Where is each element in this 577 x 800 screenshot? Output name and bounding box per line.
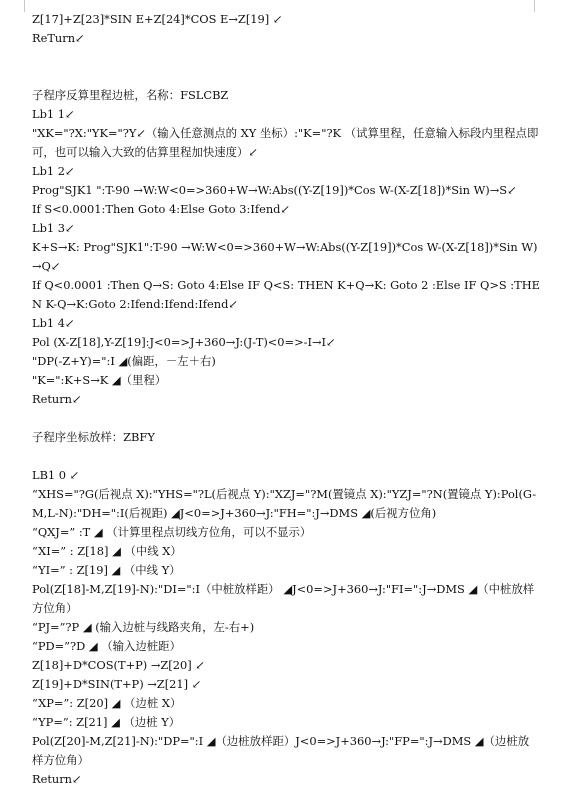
text-line: "DP(-Z+Y)=":I ◢(偏距，－左＋右): [32, 354, 216, 368]
text-line: Z[18]+D*COS(T+P) →Z[20] ↙: [32, 658, 205, 672]
document-body: [32, 10, 540, 789]
text-line: Prog"SJK1 ":T-90 →W:W<0=>360+W→W:Abs((Y-Z[19])*Cos W-(X-Z[18])*Sin W)→S↙: [32, 183, 517, 197]
text-line: Pol(Z[20]-M,Z[21]-N):"DP=":I ◢（边桩放样距）J<0=>J+360→J:"FP=":J→DMS ◢（边桩放样方位角）: [32, 734, 530, 767]
text-line: ReTurn↙: [32, 31, 85, 45]
text-line: Lb1 1↙: [32, 107, 75, 121]
text-line: K+S→K: Prog"SJK1":T-90 →W:W<0=>360+W→W:Abs((Y-Z[19])*Cos W-(X-Z[18])*Sin W)→Q↙: [32, 240, 538, 273]
text-line: “PD=”?D ◢ （输入边桩距）: [32, 639, 181, 653]
text-line: Return↙: [32, 772, 82, 786]
section-heading: 子程序坐标放样：ZBFY: [32, 430, 155, 444]
text-line: Lb1 2↙: [32, 164, 75, 178]
blank-line: [32, 447, 540, 466]
text-line: “QXJ=” :T ◢ （计算里程点切线方位角，可以不显示）: [32, 525, 312, 539]
text-line: If Q<0.0001 :Then Q→S: Goto 4:Else IF Q<S: THEN K+Q→K: Goto 2 :Else IF Q>S :THEN K-Q→K:Goto 2:Ifend:Ifend:Ifend↙: [32, 278, 540, 311]
text-line: If S<0.0001:Then Goto 4:Else Goto 3:Ifend↙: [32, 202, 290, 216]
text-line: Lb1 4↙: [32, 316, 75, 330]
text-line: “XHS="?G(后视点 X):"YHS="?L(后视点 Y):"XZJ="?M(置镜点 X):"YZJ="?N(置镜点 Y):Pol(G-M,L-N):"DH=":I(后视距) ◢J<0=>J+360→J:"FH=":J→DMS ◢(后视方位角): [32, 487, 537, 520]
text-line: “YI=” : Z[19] ◢ （中线 Y）: [32, 563, 181, 577]
text-line: Z[19]+D*SIN(T+P) →Z[21] ↙: [32, 677, 202, 691]
text-line: Pol(Z[18]-M,Z[19]-N):"DI=":I（中桩放样距） ◢J<0=>J+360→J:"FI=":J→DMS ◢（中桩放样方位角）: [32, 582, 535, 615]
text-line: Z[17]+Z[23]*SIN E+Z[24]*COS E→Z[19] ↙: [32, 12, 283, 26]
text-line: "XK="?X:"YK="?Y↙（输入任意测点的 XY 坐标）:"K="?K （试算里程，任意输入标段内里程点即可，也可以输入大致的估算里程加快速度）↙: [32, 126, 539, 159]
text-line: Return↙: [32, 392, 82, 406]
text-line: Pol (X-Z[18],Y-Z[19]:J<0=>J+360→J:(J-T)<0=>-I→I↙: [32, 335, 336, 349]
page-corner-mark-left: [12, 0, 25, 12]
blank-line: [32, 48, 540, 67]
text-line: Lb1 3↙: [32, 221, 75, 235]
text-line: LB1 0 ↙: [32, 468, 80, 482]
blank-line: [32, 67, 540, 86]
text-line: “XI=” : Z[18] ◢ （中线 X）: [32, 544, 182, 558]
text-line: "K=":K+S→K ◢（里程）: [32, 373, 167, 387]
section-heading: 子程序反算里程边桩，名称：FSLCBZ: [32, 88, 229, 102]
text-line: “YP=”: Z[21] ◢ （边桩 Y）: [32, 715, 181, 729]
text-line: “XP=”: Z[20] ◢ （边桩 X）: [32, 696, 182, 710]
text-line: “PJ=”?P ◢ (输入边桩与线路夹角，左-右+): [32, 620, 255, 634]
blank-line: [32, 409, 540, 428]
